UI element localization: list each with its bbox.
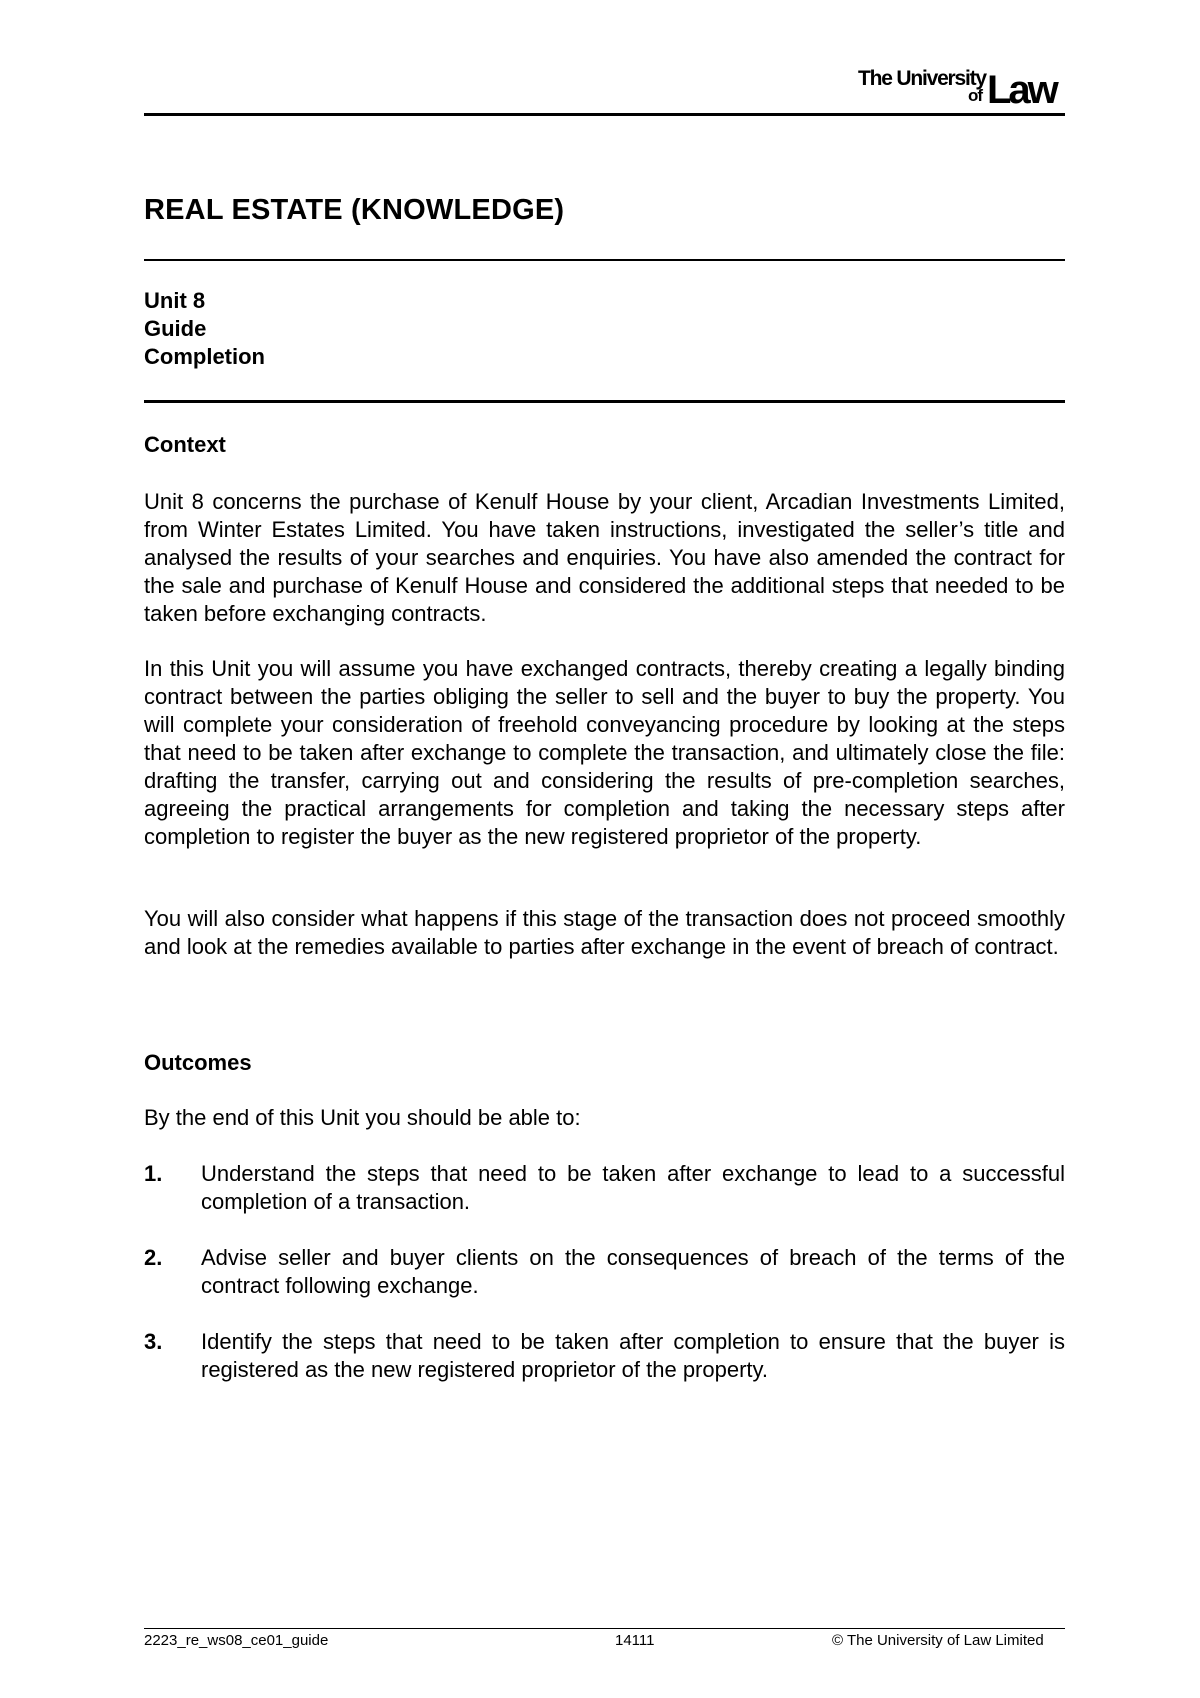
outcome-item <box>144 1244 1065 1300</box>
header-divider <box>144 113 1065 116</box>
context-paragraph-3: You will also consider what happens if this stage of the transaction does not proceed smoothly and look at the remedies available to parties after exchange in the event of breach of contract. <box>144 906 1065 959</box>
outcome-text: Identify the steps that need to be taken after completion to ensure that the buyer is registered as the new registered proprietor of the property. <box>201 1329 1065 1382</box>
footer-doc-code: 2223_re_ws08_ce01_guide <box>144 1632 329 1649</box>
logo-line-the-university: The University <box>858 67 986 90</box>
logo-line-of: of <box>968 86 983 105</box>
unit-number: Unit 8 <box>144 288 206 313</box>
context-paragraph-2: In this Unit you will assume you have exchanged contracts, thereby creating a legally binding contract between the parties obliging the seller to sell and the buyer to buy the property. You will complete your consideration of freehold conveyancing procedure by looking at the steps that need to be taken after exchange to complete the transaction, and ultimately close the file: drafting the transfer, carrying out and considering the results of pre-completion searches, agreeing the practical arrangements for completion and taking the necessary steps after completion to register the buyer as the new registered proprietor of the property. <box>144 656 1065 849</box>
outcome-number: 1. <box>144 1161 163 1186</box>
document-title: REAL ESTATE (KNOWLEDGE) <box>144 194 565 226</box>
footer-page-code: 14111 <box>615 1632 655 1649</box>
unit-info <box>144 287 265 371</box>
outcome-text: Advise seller and buyer clients on the consequences of breach of the terms of the contract following exchange. <box>201 1245 1065 1298</box>
outcome-number: 2. <box>144 1245 163 1270</box>
footer-divider <box>144 1628 1065 1629</box>
outcome-item <box>144 1328 1065 1384</box>
logo-line-law: Law <box>987 68 1056 112</box>
outcome-text: Understand the steps that need to be taken after exchange to lead to a successful completion of a transaction. <box>201 1161 1065 1214</box>
unit-type: Guide <box>144 316 207 341</box>
footer-copyright: © The University of Law Limited <box>832 1632 1044 1649</box>
outcomes-intro: By the end of this Unit you should be able to: <box>144 1105 581 1130</box>
unit-subject: Completion <box>144 344 265 369</box>
context-heading: Context <box>144 432 226 457</box>
outcome-number: 3. <box>144 1329 163 1354</box>
outcomes-heading: Outcomes <box>144 1050 252 1075</box>
outcome-item <box>144 1160 1065 1216</box>
context-paragraph-1: Unit 8 concerns the purchase of Kenulf House by your client, Arcadian Investments Limited, from Winter Estates Limited. You have taken instructions, investigated the seller’s title and analysed the results of your searches and enquiries. You have also amended the contract for the sale and purchase of Kenulf House and considered the additional steps that needed to be taken before exchanging contracts. <box>144 489 1065 626</box>
unit-divider <box>144 400 1065 403</box>
title-divider <box>144 259 1065 261</box>
university-of-law-logo <box>858 64 1068 110</box>
